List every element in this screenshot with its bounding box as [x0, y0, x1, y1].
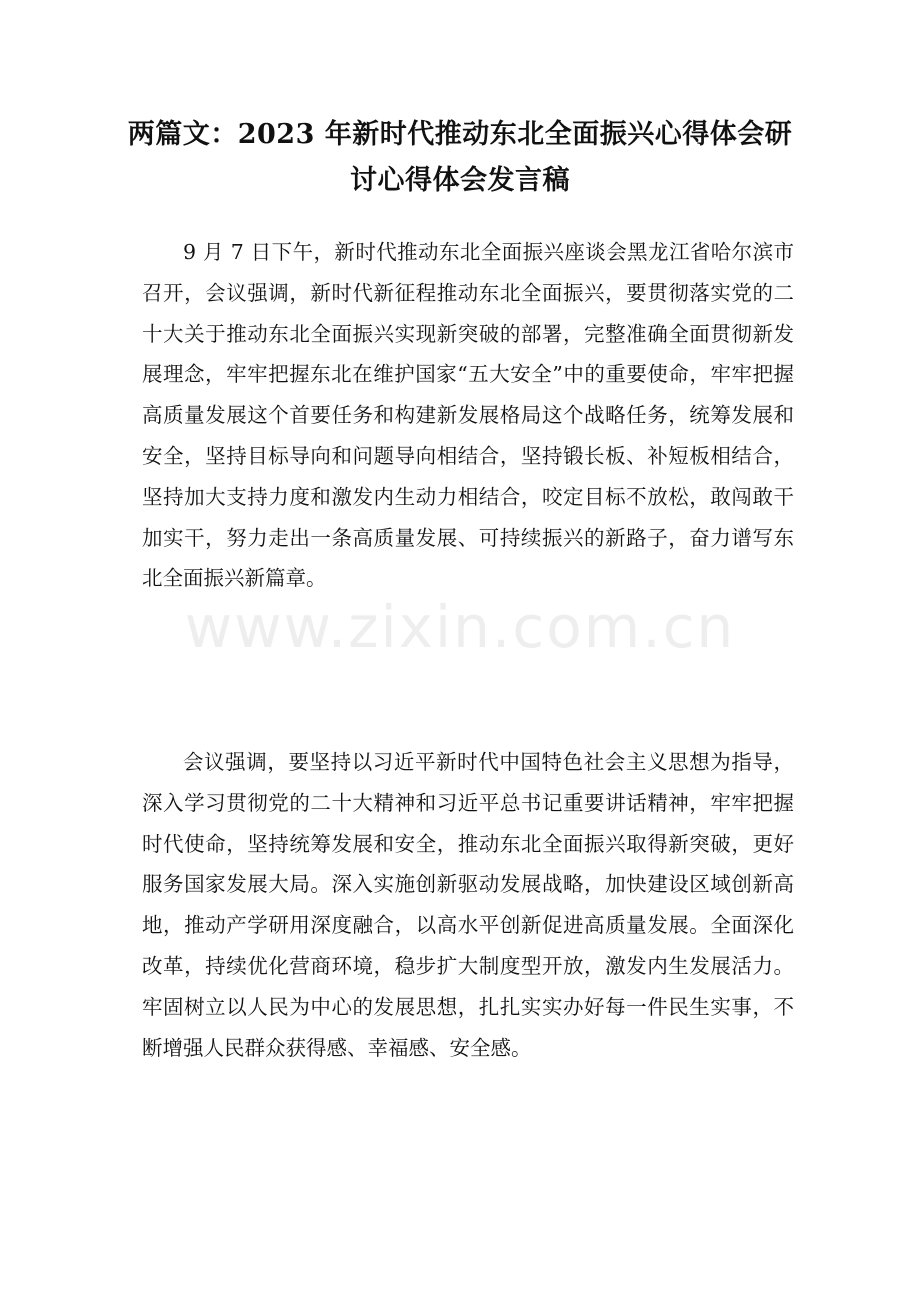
body-paragraph-1: 9 月 7 日下午，新时代推动东北全面振兴座谈会黑龙江省哈尔滨市召开，会议强调，新时代新征程推动东北全面振兴，要贯彻落实党的二十大关于推动东北全面振兴实现新突破的部署，完整准确全面贯彻新发展理念，牢牢把握东北在维护国家“五大安全”中的重要使命，牢牢把握高质量发展这个首要任务和构建新发展格局这个战略任务，统筹发展和安全，坚持目标导向和问题导向相结合，坚持锻长板、补短板相结合，坚持加大支持力度和激发内生动力相结合，咬定目标不放松，敢闯敢干加实干，努力走出一条高质量发展、可持续振兴的新路子，奋力谱写东北全面振兴新篇章。	[142, 240, 794, 591]
title-line-1: 两篇文：2023 年新时代推动东北全面振兴心得体会研	[127, 119, 793, 150]
document-title	[118, 112, 802, 204]
title-line-2: 讨心得体会发言稿	[350, 165, 570, 196]
body-paragraph-2: 会议强调，要坚持以习近平新时代中国特色社会主义思想为指导，深入学习贯彻党的二十大精神和习近平总书记重要讲话精神，牢牢把握时代使命，坚持统筹发展和安全，推动东北全面振兴取得新突破，更好服务国家发展大局。深入实施创新驱动发展战略，加快建设区域创新高地，推动产学研用深度融合，以高水平创新促进高质量发展。全面深化改革，持续优化营商环境，稳步扩大制度型开放，激发内生发展活力。牢固树立以人民为中心的发展思想，扎扎实实办好每一件民生实事，不断增强人民群众获得感、幸福感、安全感。	[142, 750, 794, 1060]
watermark: www.zixin.com.cn	[184, 593, 736, 661]
